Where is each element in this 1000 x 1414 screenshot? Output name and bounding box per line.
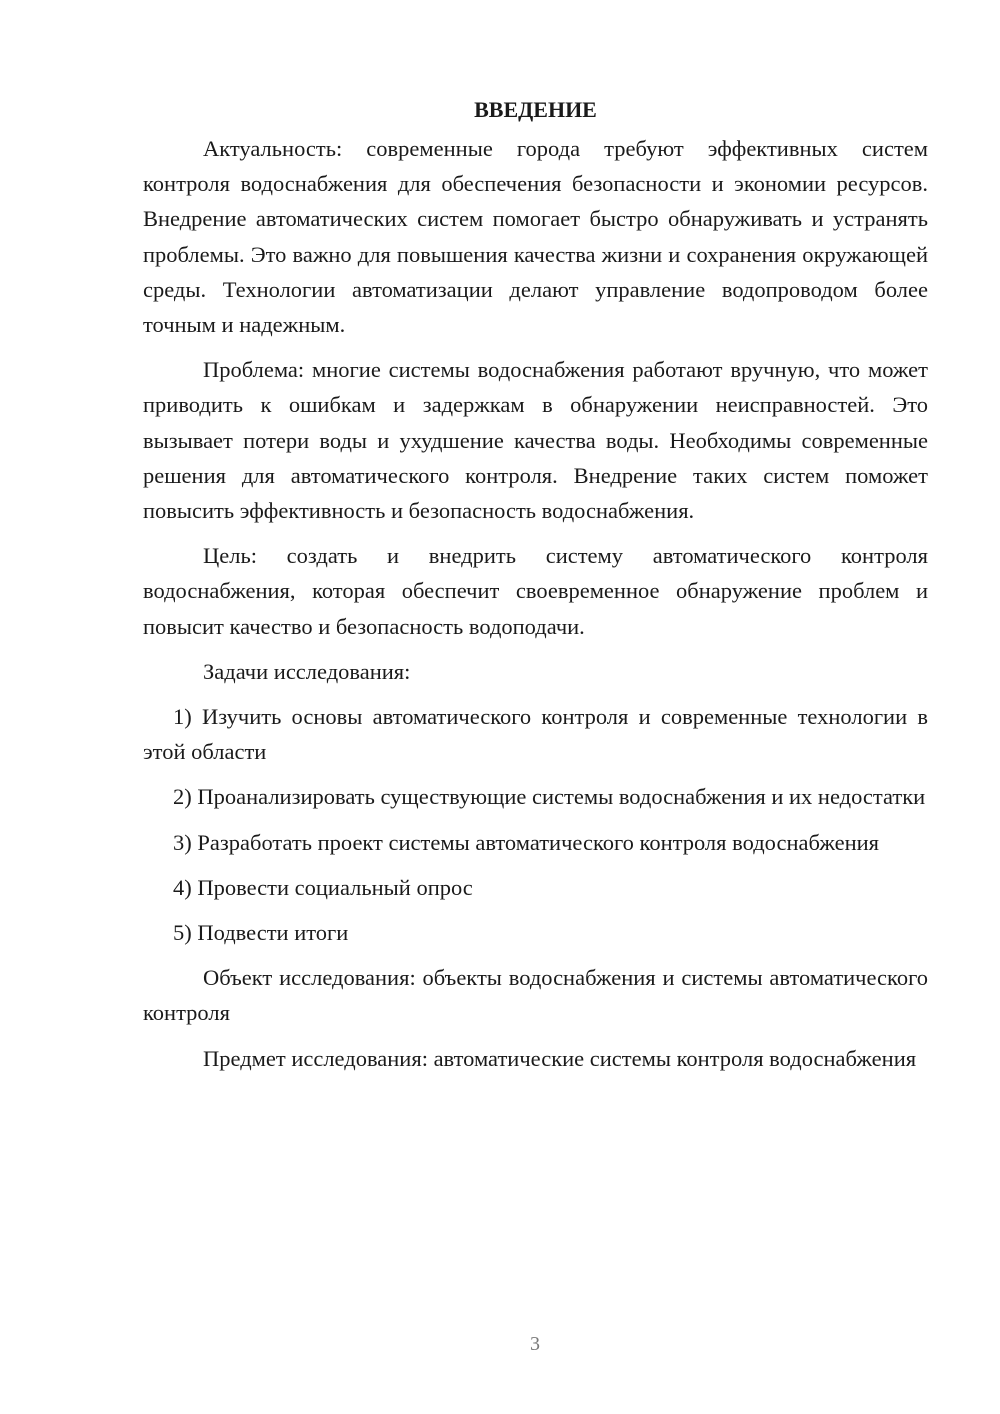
paragraph-goal: Цель: создать и внедрить систему автоматического контроля водоснабжения, которая обеспечит своевременное обнаружение проблем и повысит качество и безопасность водоподачи. xyxy=(143,543,928,639)
document-page xyxy=(143,92,928,1086)
paragraph-subject: Предмет исследования: автоматические системы контроля водоснабжения xyxy=(203,1045,917,1071)
paragraph-problem: Проблема: многие системы водоснабжения работают вручную, что может приводить к ошибкам и задержкам в обнаружении неисправностей. Это вызывает потери воды и ухудшение качества воды. Необходимы современные решения для автоматического контроля. Внедрение таких систем поможет повысить эффективность и безопасность водоснабжения. xyxy=(143,357,928,524)
list-item-task-5: 5) Подвести итоги xyxy=(173,920,349,946)
list-item-task-1: 1) Изучить основы автоматического контроля и современные технологии в этой области xyxy=(143,704,928,765)
list-item-task-2: 2) Проанализировать существующие системы водоснабжения и их недостатки xyxy=(173,784,926,810)
page-title: ВВЕДЕНИЕ xyxy=(474,97,597,122)
page-number: 3 xyxy=(530,1333,540,1355)
tasks-heading: Задачи исследования: xyxy=(203,658,411,684)
list-item-task-3: 3) Разработать проект системы автоматического контроля водоснабжения xyxy=(173,829,880,855)
paragraph-object: Объект исследования: объекты водоснабжения и системы автоматического контроля xyxy=(143,965,928,1026)
list-item-task-4: 4) Провести социальный опрос xyxy=(173,874,473,900)
paragraph-relevance: Актуальность: современные города требуют эффективных систем контроля водоснабжения для обеспечения безопасности и экономии ресурсов. Внедрение автоматических систем помогает быстро обнаруживать и устранять проблемы. Это важно для повышения качества жизни и сохранения окружающей среды. Технологии автоматизации делают управление водопроводом более точным и надежным. xyxy=(143,136,928,338)
